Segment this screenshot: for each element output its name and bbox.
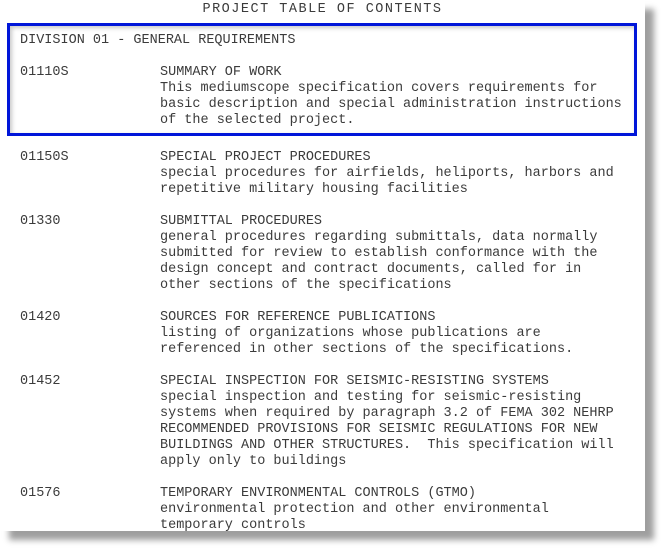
- entry-description-line: temporary controls: [160, 518, 306, 533]
- entry-code: 01452: [20, 374, 61, 389]
- entry-title: SOURCES FOR REFERENCE PUBLICATIONS: [160, 310, 436, 325]
- entry-body: [160, 374, 645, 470]
- highlight-box: [7, 23, 637, 136]
- toc-entry-01452: [20, 374, 645, 470]
- entry-description-line: BUILDINGS AND OTHER STRUCTURES. This specification will: [160, 438, 614, 453]
- toc-entry-01150S: [20, 150, 645, 198]
- entry-body: [160, 214, 645, 294]
- entry-title: SUBMITTAL PROCEDURES: [160, 214, 323, 229]
- entry-description-line: basic description and special administration instructions: [160, 97, 622, 112]
- entry-title: SUMMARY OF WORK: [160, 65, 282, 80]
- toc-entry-01330: [20, 214, 645, 294]
- page-title: PROJECT TABLE OF CONTENTS: [202, 2, 443, 17]
- entry-description-line: of the selected project.: [160, 113, 355, 128]
- entry-title: SPECIAL INSPECTION FOR SEISMIC-RESISTING SYSTEMS: [160, 374, 549, 389]
- entry-code: 01110S: [20, 65, 69, 80]
- entry-title: SPECIAL PROJECT PROCEDURES: [160, 150, 371, 165]
- entry-code: 01420: [20, 310, 61, 325]
- entry-code: 01576: [20, 486, 61, 501]
- toc-entry-01576: [20, 486, 645, 534]
- entry-title: TEMPORARY ENVIRONMENTAL CONTROLS (GTMO): [160, 486, 476, 501]
- entry-description-line: other sections of the specifications: [160, 278, 452, 293]
- entry-description-line: repetitive military housing facilities: [160, 182, 468, 197]
- entry-description-line: apply only to buildings: [160, 454, 347, 469]
- entry-code: 01330: [20, 214, 61, 229]
- toc-entry-01110S: [20, 65, 626, 129]
- division-header: DIVISION 01 - GENERAL REQUIREMENTS: [20, 33, 296, 48]
- entry-description-line: design concept and contract documents, called for in: [160, 262, 582, 277]
- entry-description-line: general procedures regarding submittals, data normally: [160, 230, 598, 245]
- entry-body: [160, 150, 645, 198]
- entry-description-line: submitted for review to establish conformance with the: [160, 246, 598, 261]
- entry-description-line: RECOMMENDED PROVISIONS FOR SEISMIC REGULATIONS FOR NEW: [160, 422, 598, 437]
- entry-body: [160, 65, 626, 129]
- toc-entry-01420: [20, 310, 645, 358]
- entry-body: [160, 310, 645, 358]
- entry-description-line: This mediumscope specification covers requirements for: [160, 81, 598, 96]
- entry-code: 01150S: [20, 150, 69, 165]
- entry-description-line: listing of organizations whose publications are: [160, 326, 541, 341]
- entry-description-line: special procedures for airfields, heliports, harbors and: [160, 166, 614, 181]
- entry-description-line: systems when required by paragraph 3.2 of FEMA 302 NEHRP: [160, 406, 614, 421]
- entry-description-line: environmental protection and other environmental: [160, 502, 549, 517]
- entry-description-line: referenced in other sections of the specifications.: [160, 342, 574, 357]
- entry-description-line: special inspection and testing for seismic-resisting: [160, 390, 582, 405]
- entry-body: [160, 486, 645, 534]
- toc-entry-list: [0, 150, 645, 534]
